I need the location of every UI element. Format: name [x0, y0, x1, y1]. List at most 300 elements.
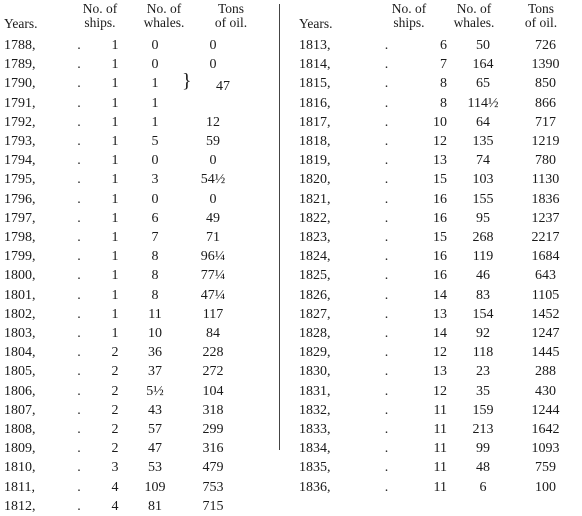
table-row [285, 382, 578, 401]
ships-cell: 16 [433, 210, 447, 226]
year-cell: 1812, [4, 498, 36, 514]
year-cell: 1828, [299, 326, 331, 342]
oil-header [203, 2, 259, 32]
year-cell: 1807, [4, 402, 36, 418]
oil-cell: 288 [535, 364, 556, 380]
oil-cell: 759 [535, 460, 556, 476]
whales-cell: 119 [472, 249, 494, 265]
ships-cell: 15 [433, 172, 447, 188]
table-row [0, 497, 242, 516]
year-cell: 1830, [299, 364, 331, 380]
ships-cell: 8 [440, 76, 447, 92]
oil-cell: 1244 [531, 402, 560, 418]
leader-dot: . [384, 441, 389, 457]
years-header: Years. [4, 16, 38, 31]
ships-header [72, 2, 128, 32]
table-row [285, 286, 578, 305]
whales-cell: 6 [151, 210, 159, 226]
leader-dot: . [77, 287, 81, 303]
leader-dot: . [384, 38, 389, 53]
leader-dot: . [77, 191, 81, 207]
oil-cell: 715 [202, 498, 224, 514]
oil-cell: 47¼ [200, 287, 226, 303]
table-row [285, 113, 578, 132]
year-cell: 1818, [299, 134, 331, 150]
ships-cell: 1 [111, 134, 119, 150]
year-cell: 1794, [4, 153, 36, 169]
whales-cell: 37 [148, 364, 162, 380]
leader-dot: . [77, 95, 81, 111]
table-row [285, 247, 578, 266]
leader-dot: . [77, 134, 81, 150]
leader-dot: . [384, 326, 389, 342]
table-row [0, 343, 242, 362]
oil-cell: 1105 [531, 287, 560, 303]
leader-dot: . [384, 210, 389, 226]
table-row [0, 55, 242, 74]
ships-cell: 1 [111, 287, 119, 303]
year-cell: 1822, [299, 210, 331, 226]
table-row [285, 36, 578, 55]
year-cell: 1805, [4, 364, 36, 380]
year-cell: 1824, [299, 249, 331, 265]
year-cell: 1827, [299, 306, 331, 322]
year-cell: 1808, [4, 422, 36, 438]
oil-cell: 866 [535, 95, 556, 111]
whales-cell: 0 [151, 191, 159, 207]
year-cell: 1813, [299, 38, 331, 53]
ships-cell: 6 [440, 38, 447, 53]
whales-cell: 53 [148, 460, 162, 476]
table-row [285, 401, 578, 420]
whales-cell: 0 [151, 57, 159, 73]
ships-cell: 1 [111, 249, 119, 265]
oil-cell: 850 [535, 76, 556, 92]
oil-cell: 479 [202, 460, 224, 476]
whales-cell: 64 [476, 114, 490, 130]
table-row [0, 94, 242, 113]
leader-dot: . [384, 345, 389, 361]
year-cell: 1810, [4, 460, 36, 476]
right-data-table [285, 36, 578, 497]
year-cell: 1795, [4, 172, 36, 188]
ships-cell: 1 [111, 268, 119, 284]
table-row [0, 266, 242, 285]
oil-cell: 1452 [531, 306, 560, 322]
column-divider [279, 4, 280, 450]
table-row [285, 55, 578, 74]
leader-dot: . [384, 402, 389, 418]
leader-dot: . [77, 383, 81, 399]
year-cell: 1797, [4, 210, 36, 226]
table-row [285, 170, 578, 189]
whales-cell: 65 [476, 76, 490, 92]
ships-cell: 1 [111, 57, 119, 73]
oil-cell: 84 [206, 326, 220, 342]
whales-cell: 0 [151, 153, 159, 169]
oil-cell [184, 94, 242, 113]
oil-cell: 1247 [531, 326, 560, 342]
ships-header-right-line2: ships. [393, 15, 425, 30]
year-cell: 1832, [299, 402, 331, 418]
leader-dot: . [384, 364, 389, 380]
table-row [0, 170, 242, 189]
ships-cell: 1 [111, 114, 119, 130]
leader-dot: . [384, 172, 389, 188]
leader-dot: . [384, 95, 389, 111]
oil-cell: 753 [202, 479, 224, 495]
oil-cell: 0 [209, 191, 217, 207]
ships-cell: 13 [433, 364, 447, 380]
whales-cell: 0 [151, 38, 159, 53]
table-row [0, 305, 242, 324]
oil-cell: 1684 [531, 249, 560, 265]
ships-cell: 11 [433, 402, 447, 418]
table-row [285, 458, 578, 477]
ships-header-right [382, 2, 436, 32]
leader-dot: . [384, 268, 389, 284]
year-cell: 1801, [4, 287, 36, 303]
ships-cell: 1 [111, 38, 119, 53]
leader-dot: . [77, 479, 81, 495]
ships-cell: 4 [111, 498, 119, 514]
table-row [285, 439, 578, 458]
oil-cell: 96¼ [200, 249, 226, 265]
year-cell: 1802, [4, 306, 36, 322]
oil-header-line1: Tons [217, 1, 245, 16]
leader-dot: . [77, 326, 81, 342]
oil-cell: 430 [535, 383, 556, 399]
leader-dot: . [77, 172, 81, 188]
oil-header-right-line2: of oil. [524, 15, 558, 30]
ships-cell: 11 [433, 422, 447, 438]
whales-cell: 154 [472, 306, 494, 322]
ships-header-right-line1: No. of [391, 1, 427, 16]
year-cell: 1798, [4, 230, 36, 246]
leader-dot: . [384, 249, 389, 265]
ships-cell: 2 [111, 422, 119, 438]
oil-header-right [509, 2, 573, 32]
ships-cell: 16 [433, 191, 447, 207]
year-cell: 1809, [4, 441, 36, 457]
year-cell: 1834, [299, 441, 331, 457]
table-row [285, 228, 578, 247]
whales-cell: 50 [476, 38, 490, 53]
year-cell: 1814, [299, 57, 331, 73]
oil-cell: 59 [206, 134, 220, 150]
left-table-section [0, 0, 276, 514]
ships-cell: 1 [111, 326, 119, 342]
whales-cell: 10 [148, 326, 162, 342]
leader-dot: . [384, 191, 389, 207]
table-row [0, 209, 242, 228]
leader-dot: . [384, 153, 389, 169]
years-header-right: Years. [299, 16, 333, 31]
oil-cell: 1219 [531, 134, 560, 150]
oil-cell: 316 [202, 441, 224, 457]
oil-cell: 117 [202, 306, 224, 322]
year-cell: 1836, [299, 479, 331, 495]
leader-dot: . [384, 479, 389, 495]
table-row [0, 362, 242, 381]
oil-cell: 1642 [531, 422, 560, 438]
ships-cell: 2 [111, 345, 119, 361]
ships-cell: 13 [433, 153, 447, 169]
year-cell: 1835, [299, 460, 331, 476]
year-cell: 1799, [4, 249, 36, 265]
whales-cell: 35 [476, 383, 490, 399]
table-row [285, 190, 578, 209]
table-row [0, 228, 242, 247]
whales-cell: 1 [151, 114, 159, 130]
table-row [0, 286, 242, 305]
ships-cell: 1 [111, 306, 119, 322]
whales-cell: 1 [151, 95, 159, 111]
right-table-section [285, 0, 582, 495]
table-row [285, 324, 578, 343]
oil-cell [184, 74, 242, 93]
leader-dot: . [77, 268, 81, 284]
year-cell: 1789, [4, 57, 36, 73]
table-row [285, 209, 578, 228]
year-cell: 1815, [299, 76, 331, 92]
ships-cell: 1 [111, 191, 119, 207]
year-cell: 1833, [299, 422, 331, 438]
year-cell: 1790, [4, 76, 36, 92]
whales-cell: 103 [472, 172, 494, 188]
ships-cell: 1 [111, 230, 119, 246]
whales-cell: 7 [151, 230, 159, 246]
oil-cell: 71 [206, 230, 220, 246]
oil-cell: 726 [535, 38, 556, 53]
year-cell: 1816, [299, 95, 331, 111]
ships-cell: 12 [433, 383, 447, 399]
table-row [285, 94, 578, 113]
ships-cell: 4 [111, 479, 119, 495]
whales-cell: 114½ [467, 95, 499, 111]
ships-cell: 2 [111, 364, 119, 380]
whales-cell: 23 [476, 364, 490, 380]
oil-cell: 77¼ [200, 268, 226, 284]
table-row [285, 132, 578, 151]
ships-cell: 11 [433, 479, 447, 495]
oil-cell: 0 [209, 153, 217, 169]
leader-dot: . [77, 422, 81, 438]
table-row [285, 478, 578, 497]
oil-cell: 228 [202, 345, 224, 361]
leader-dot: . [77, 441, 81, 457]
year-cell: 1820, [299, 172, 331, 188]
table-row [0, 247, 242, 266]
year-cell: 1791, [4, 95, 36, 111]
year-cell: 1792, [4, 114, 36, 130]
oil-cell: 780 [535, 153, 556, 169]
whales-cell: 74 [476, 153, 490, 169]
year-cell: 1804, [4, 345, 36, 361]
oil-cell: 272 [202, 364, 224, 380]
year-cell: 1829, [299, 345, 331, 361]
year-cell: 1825, [299, 268, 331, 284]
whales-header-line2: whales. [143, 15, 185, 30]
whales-cell: 81 [148, 498, 162, 514]
ships-cell: 12 [433, 345, 447, 361]
whales-cell: 99 [476, 441, 490, 457]
year-cell: 1806, [4, 383, 36, 399]
oil-cell: 2217 [531, 230, 560, 246]
table-row [285, 266, 578, 285]
ships-cell: 8 [440, 95, 447, 111]
whales-cell: 47 [148, 441, 162, 457]
ships-cell: 2 [111, 441, 119, 457]
ships-cell: 1 [111, 172, 119, 188]
oil-cell: 1445 [531, 345, 560, 361]
year-cell: 1821, [299, 191, 331, 207]
oil-cell: 54½ [200, 172, 226, 188]
whales-cell: 5½ [146, 383, 164, 399]
oil-cell: 49 [206, 210, 220, 226]
leader-dot: . [77, 57, 81, 73]
oil-cell: 12 [206, 114, 220, 130]
whales-header-right-line2: whales. [453, 15, 495, 30]
year-cell: 1831, [299, 383, 331, 399]
table-row [0, 324, 242, 343]
oil-cell: 299 [202, 422, 224, 438]
whales-cell: 83 [476, 287, 490, 303]
leader-dot: . [77, 210, 81, 226]
table-row [0, 132, 242, 151]
year-cell: 1811, [4, 479, 35, 495]
ships-cell: 16 [433, 249, 447, 265]
ships-cell: 1 [111, 153, 119, 169]
ships-cell: 1 [111, 76, 119, 92]
ships-header-line2: ships. [84, 15, 116, 30]
ships-cell: 14 [433, 287, 447, 303]
whales-cell: 92 [476, 326, 490, 342]
whales-cell: 155 [472, 191, 494, 207]
leader-dot: . [77, 402, 81, 418]
leader-dot: . [77, 460, 81, 476]
whales-cell: 1 [151, 76, 159, 92]
table-row [285, 362, 578, 381]
table-row [285, 343, 578, 362]
oil-cell: 1836 [531, 191, 560, 207]
whales-cell: 164 [472, 57, 494, 73]
whales-cell: 8 [151, 249, 159, 265]
ships-cell: 11 [433, 441, 447, 457]
leader-dot: . [77, 153, 81, 169]
ships-cell: 2 [111, 402, 119, 418]
table-row [0, 458, 242, 477]
whales-cell: 159 [472, 402, 494, 418]
leader-dot: . [384, 134, 389, 150]
oil-cell: 1130 [531, 172, 560, 188]
brace-icon: } [182, 70, 192, 92]
table-row [285, 420, 578, 439]
whales-header [132, 2, 196, 32]
leader-dot: . [384, 422, 389, 438]
table-row [0, 401, 242, 420]
table-row [0, 478, 242, 497]
whales-cell: 213 [472, 422, 494, 438]
ships-cell: 1 [111, 95, 119, 111]
oil-cell: 717 [535, 114, 556, 130]
leader-dot: . [384, 57, 389, 73]
leader-dot: . [77, 306, 81, 322]
table-row [0, 420, 242, 439]
leader-dot: . [77, 498, 81, 514]
whales-cell: 6 [479, 479, 487, 495]
leader-dot: . [77, 76, 81, 92]
whales-cell: 8 [151, 268, 159, 284]
left-data-table [0, 36, 242, 516]
ships-cell: 7 [440, 57, 447, 73]
whales-cell: 135 [472, 134, 494, 150]
whales-cell: 43 [148, 402, 162, 418]
year-cell: 1826, [299, 287, 331, 303]
whales-cell: 268 [472, 230, 494, 246]
whales-cell: 11 [148, 306, 162, 322]
whales-cell: 118 [472, 345, 494, 361]
whales-header-line1: No. of [146, 1, 182, 16]
table-row [0, 190, 242, 209]
leader-dot: . [77, 230, 81, 246]
leader-dot: . [77, 364, 81, 380]
whales-cell: 57 [148, 422, 162, 438]
year-cell: 1817, [299, 114, 331, 130]
oil-cell: 1093 [531, 441, 560, 457]
whales-header-right [442, 2, 506, 32]
leader-dot: . [384, 306, 389, 322]
oil-cell: 0 [209, 38, 217, 53]
whales-header-right-line1: No. of [456, 1, 492, 16]
ships-header-line1: No. of [82, 1, 118, 16]
year-cell: 1823, [299, 230, 331, 246]
oil-cell: 104 [202, 383, 224, 399]
leader-dot: . [384, 460, 389, 476]
oil-cell: 0 [209, 57, 217, 73]
leader-dot: . [384, 287, 389, 303]
table-row [285, 74, 578, 93]
table-row [285, 305, 578, 324]
year-cell: 1819, [299, 153, 331, 169]
ships-cell: 10 [433, 114, 447, 130]
whales-cell: 3 [151, 172, 159, 188]
year-cell: 1796, [4, 191, 36, 207]
leader-dot: . [77, 114, 81, 130]
merged-oil-1790-1791: 47 [216, 79, 230, 94]
leader-dot: . [384, 76, 389, 92]
table-row [285, 151, 578, 170]
year-cell: 1803, [4, 326, 36, 342]
leader-dot: . [77, 38, 81, 53]
whales-cell: 36 [148, 345, 162, 361]
year-cell: 1793, [4, 134, 36, 150]
whales-cell: 48 [476, 460, 490, 476]
table-row [0, 151, 242, 170]
leader-dot: . [384, 230, 389, 246]
table-row [0, 74, 242, 93]
leader-dot: . [384, 114, 389, 130]
oil-cell: 1237 [531, 210, 560, 226]
table-row [0, 439, 242, 458]
oil-header-right-line1: Tons [527, 1, 555, 16]
table-row [0, 113, 242, 132]
table-row [0, 36, 242, 55]
oil-header-line2: of oil. [214, 15, 248, 30]
leader-dot: . [384, 383, 389, 399]
ships-cell: 11 [433, 460, 447, 476]
oil-cell: 318 [202, 402, 224, 418]
